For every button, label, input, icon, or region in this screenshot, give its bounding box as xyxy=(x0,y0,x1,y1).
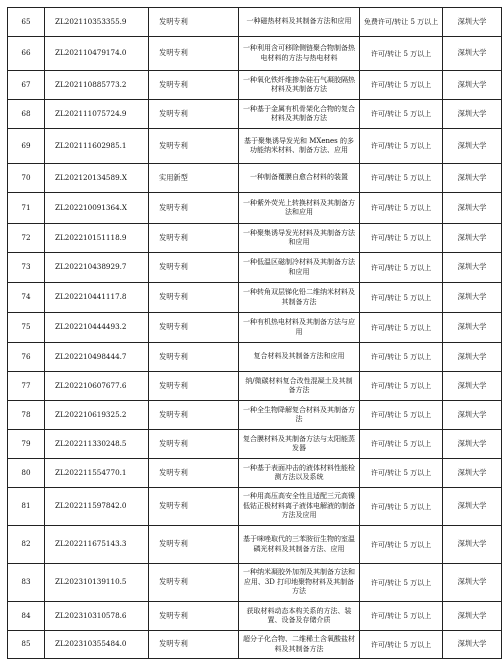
organization-cell: 深圳大学 xyxy=(443,459,502,488)
license-terms-cell: 许可/转让 5 万以上 xyxy=(360,193,443,224)
patent-name-cell: 一种有机热电材料及其制备方法与应用 xyxy=(239,313,360,343)
patent-number-cell: ZL202210151118.9 xyxy=(45,224,149,253)
row-number-cell: 80 xyxy=(8,459,45,488)
patent-number-cell: ZL202210619325.2 xyxy=(45,401,149,430)
table-row xyxy=(8,372,502,401)
patent-number-cell: ZL202111602985.1 xyxy=(45,129,149,164)
organization-cell: 深圳大学 xyxy=(443,37,502,71)
table-row xyxy=(8,401,502,430)
patent-table-body xyxy=(8,8,502,659)
patent-number-cell: ZL202210438929.7 xyxy=(45,253,149,283)
table-row xyxy=(8,71,502,100)
patent-name-cell: 一种全生物降解复合材料及其制备方法 xyxy=(239,401,360,430)
patent-name-cell: 复合膜材料及其制备方法与太阳能蒸发器 xyxy=(239,430,360,459)
patent-number-cell: ZL202210091364.X xyxy=(45,193,149,224)
patent-type-cell: 发明专利 xyxy=(149,401,239,430)
table-row xyxy=(8,459,502,488)
license-terms-cell: 许可/转让 5 万以上 xyxy=(360,71,443,100)
patent-name-cell: 基于聚集诱导发光和 MXenes 的多功能纳米材料、制备方法、应用 xyxy=(239,129,360,164)
table-row xyxy=(8,8,502,37)
patent-type-cell: 发明专利 xyxy=(149,71,239,100)
row-number-cell: 77 xyxy=(8,372,45,401)
table-row xyxy=(8,164,502,193)
patent-name-cell: 一种磁热材料及其制备方法和应用 xyxy=(239,8,360,37)
patent-number-cell: ZL202211554770.1 xyxy=(45,459,149,488)
patent-name-cell: 基于咪唑取代的三苯胺衍生物的室温磷光材料及其制备方法、应用 xyxy=(239,526,360,564)
organization-cell: 深圳大学 xyxy=(443,164,502,193)
patent-number-cell: ZL202120134589.X xyxy=(45,164,149,193)
license-terms-cell: 许可/转让 5 万以上 xyxy=(360,401,443,430)
table-row xyxy=(8,343,502,372)
table-row xyxy=(8,193,502,224)
patent-type-cell: 发明专利 xyxy=(149,459,239,488)
license-terms-cell: 许可/转让 5 万以上 xyxy=(360,313,443,343)
patent-number-cell: ZL202211330248.5 xyxy=(45,430,149,459)
table-row xyxy=(8,631,502,659)
patent-type-cell: 发明专利 xyxy=(149,37,239,71)
table-row xyxy=(8,100,502,129)
patent-number-cell: ZL202110353355.9 xyxy=(45,8,149,37)
row-number-cell: 70 xyxy=(8,164,45,193)
row-number-cell: 75 xyxy=(8,313,45,343)
license-terms-cell: 许可/转让 5 万以上 xyxy=(360,631,443,659)
patent-type-cell: 发明专利 xyxy=(149,313,239,343)
table-row xyxy=(8,430,502,459)
license-terms-cell: 许可/转让 5 万以上 xyxy=(360,164,443,193)
patent-number-cell: ZL202210607677.6 xyxy=(45,372,149,401)
patent-type-cell: 发明专利 xyxy=(149,564,239,602)
patent-type-cell: 发明专利 xyxy=(149,430,239,459)
license-terms-cell: 许可/转让 5 万以上 xyxy=(360,372,443,401)
license-terms-cell: 许可/转让 5 万以上 xyxy=(360,37,443,71)
patent-name-cell: 一种用高压高安全性且适配三元高镍低钴正极材料离子液体电解液的制备方法及应用 xyxy=(239,488,360,526)
row-number-cell: 76 xyxy=(8,343,45,372)
license-terms-cell: 许可/转让 5 万以上 xyxy=(360,430,443,459)
patent-number-cell: ZL202110479174.0 xyxy=(45,37,149,71)
license-terms-cell: 许可/转让 5 万以上 xyxy=(360,602,443,631)
row-number-cell: 81 xyxy=(8,488,45,526)
organization-cell: 深圳大学 xyxy=(443,8,502,37)
row-number-cell: 71 xyxy=(8,193,45,224)
patent-name-cell: 一种聚集诱导发光材料及其制备方法和应用 xyxy=(239,224,360,253)
license-terms-cell: 许可/转让 5 万以上 xyxy=(360,526,443,564)
license-terms-cell: 免费许可/转让 5 万以上 xyxy=(360,8,443,37)
license-terms-cell: 许可/转让 5 万以上 xyxy=(360,283,443,313)
organization-cell: 深圳大学 xyxy=(443,526,502,564)
license-terms-cell: 许可/转让 5 万以上 xyxy=(360,343,443,372)
organization-cell: 深圳大学 xyxy=(443,193,502,224)
row-number-cell: 85 xyxy=(8,631,45,659)
patent-name-cell: 一种氧化铁纤维掺杂硅石气凝胶隔热材料及其制备方法 xyxy=(239,71,360,100)
patent-number-cell: ZL202310139110.5 xyxy=(45,564,149,602)
patent-type-cell: 发明专利 xyxy=(149,100,239,129)
patent-type-cell: 发明专利 xyxy=(149,631,239,659)
organization-cell: 深圳大学 xyxy=(443,564,502,602)
row-number-cell: 68 xyxy=(8,100,45,129)
patent-type-cell: 发明专利 xyxy=(149,488,239,526)
patent-name-cell: 获取材料动态本构关系的方法、装置、设备及存储介质 xyxy=(239,602,360,631)
patent-type-cell: 发明专利 xyxy=(149,224,239,253)
patent-type-cell: 发明专利 xyxy=(149,129,239,164)
table-row xyxy=(8,129,502,164)
organization-cell: 深圳大学 xyxy=(443,343,502,372)
organization-cell: 深圳大学 xyxy=(443,253,502,283)
row-number-cell: 74 xyxy=(8,283,45,313)
patent-name-cell: 超分子化合物、二维稀土含氧酸盐材料及其制备方法 xyxy=(239,631,360,659)
patent-number-cell: ZL202211597842.0 xyxy=(45,488,149,526)
license-terms-cell: 许可/转让 5 万以上 xyxy=(360,488,443,526)
patent-name-cell: 复合材料及其制备方法和应用 xyxy=(239,343,360,372)
table-row xyxy=(8,313,502,343)
row-number-cell: 66 xyxy=(8,37,45,71)
organization-cell: 深圳大学 xyxy=(443,100,502,129)
organization-cell: 深圳大学 xyxy=(443,631,502,659)
patent-name-cell: 一种基于表面冲击的液体材料性能检测方法以及系统 xyxy=(239,459,360,488)
patent-type-cell: 发明专利 xyxy=(149,372,239,401)
patent-type-cell: 发明专利 xyxy=(149,193,239,224)
row-number-cell: 83 xyxy=(8,564,45,602)
patent-number-cell: ZL202210441117.8 xyxy=(45,283,149,313)
table-row xyxy=(8,224,502,253)
patent-name-cell: 一种纳米凝胶外加剂及其制备方法和应用、3D 打印地聚物材料及其制备方法 xyxy=(239,564,360,602)
row-number-cell: 84 xyxy=(8,602,45,631)
row-number-cell: 67 xyxy=(8,71,45,100)
table-row xyxy=(8,564,502,602)
patent-name-cell: 纳/微碳材料复合改性混凝土及其制备方法 xyxy=(239,372,360,401)
organization-cell: 深圳大学 xyxy=(443,372,502,401)
patent-type-cell: 实用新型 xyxy=(149,164,239,193)
patent-number-cell: ZL202210444493.2 xyxy=(45,313,149,343)
patent-type-cell: 发明专利 xyxy=(149,283,239,313)
row-number-cell: 72 xyxy=(8,224,45,253)
row-number-cell: 82 xyxy=(8,526,45,564)
license-terms-cell: 许可/转让 5 万以上 xyxy=(360,100,443,129)
organization-cell: 深圳大学 xyxy=(443,71,502,100)
patent-number-cell: ZL202211675143.3 xyxy=(45,526,149,564)
table-row xyxy=(8,526,502,564)
patent-number-cell: ZL202310310578.6 xyxy=(45,602,149,631)
patent-type-cell: 发明专利 xyxy=(149,602,239,631)
patent-number-cell: ZL202110885773.2 xyxy=(45,71,149,100)
license-terms-cell: 许可/转让 5 万以上 xyxy=(360,459,443,488)
table-row xyxy=(8,602,502,631)
license-terms-cell: 许可/转让 5 万以上 xyxy=(360,129,443,164)
table-row xyxy=(8,253,502,283)
table-row xyxy=(8,488,502,526)
table-row xyxy=(8,37,502,71)
patent-name-cell: 一种转角双层锑化铅二维纳米材料及其制备方法 xyxy=(239,283,360,313)
patent-type-cell: 发明专利 xyxy=(149,343,239,372)
license-terms-cell: 许可/转让 5 万以上 xyxy=(360,224,443,253)
table-row xyxy=(8,283,502,313)
row-number-cell: 78 xyxy=(8,401,45,430)
row-number-cell: 69 xyxy=(8,129,45,164)
organization-cell: 深圳大学 xyxy=(443,430,502,459)
organization-cell: 深圳大学 xyxy=(443,313,502,343)
patent-name-cell: 一种利用含可移除侧链聚合物制备热电材料的方法与热电材料 xyxy=(239,37,360,71)
patent-name-cell: 一种紫外荧光上转换材料及其制备方法和应用 xyxy=(239,193,360,224)
patent-type-cell: 发明专利 xyxy=(149,526,239,564)
patent-type-cell: 发明专利 xyxy=(149,253,239,283)
patent-number-cell: ZL202310355484.0 xyxy=(45,631,149,659)
patent-name-cell: 一种制备覆膜自愈合材料的装置 xyxy=(239,164,360,193)
organization-cell: 深圳大学 xyxy=(443,602,502,631)
patent-name-cell: 一种低温区磁制冷材料及其制备方法和应用 xyxy=(239,253,360,283)
organization-cell: 深圳大学 xyxy=(443,224,502,253)
organization-cell: 深圳大学 xyxy=(443,401,502,430)
row-number-cell: 79 xyxy=(8,430,45,459)
patent-type-cell: 发明专利 xyxy=(149,8,239,37)
patent-table xyxy=(7,7,502,659)
patent-number-cell: ZL202210498444.7 xyxy=(45,343,149,372)
organization-cell: 深圳大学 xyxy=(443,488,502,526)
row-number-cell: 65 xyxy=(8,8,45,37)
organization-cell: 深圳大学 xyxy=(443,129,502,164)
license-terms-cell: 许可/转让 5 万以上 xyxy=(360,564,443,602)
organization-cell: 深圳大学 xyxy=(443,283,502,313)
license-terms-cell: 许可/转让 5 万以上 xyxy=(360,253,443,283)
patent-name-cell: 一种基于金属有机骨架化合物的复合材料及其制备方法 xyxy=(239,100,360,129)
patent-number-cell: ZL202111075724.9 xyxy=(45,100,149,129)
row-number-cell: 73 xyxy=(8,253,45,283)
